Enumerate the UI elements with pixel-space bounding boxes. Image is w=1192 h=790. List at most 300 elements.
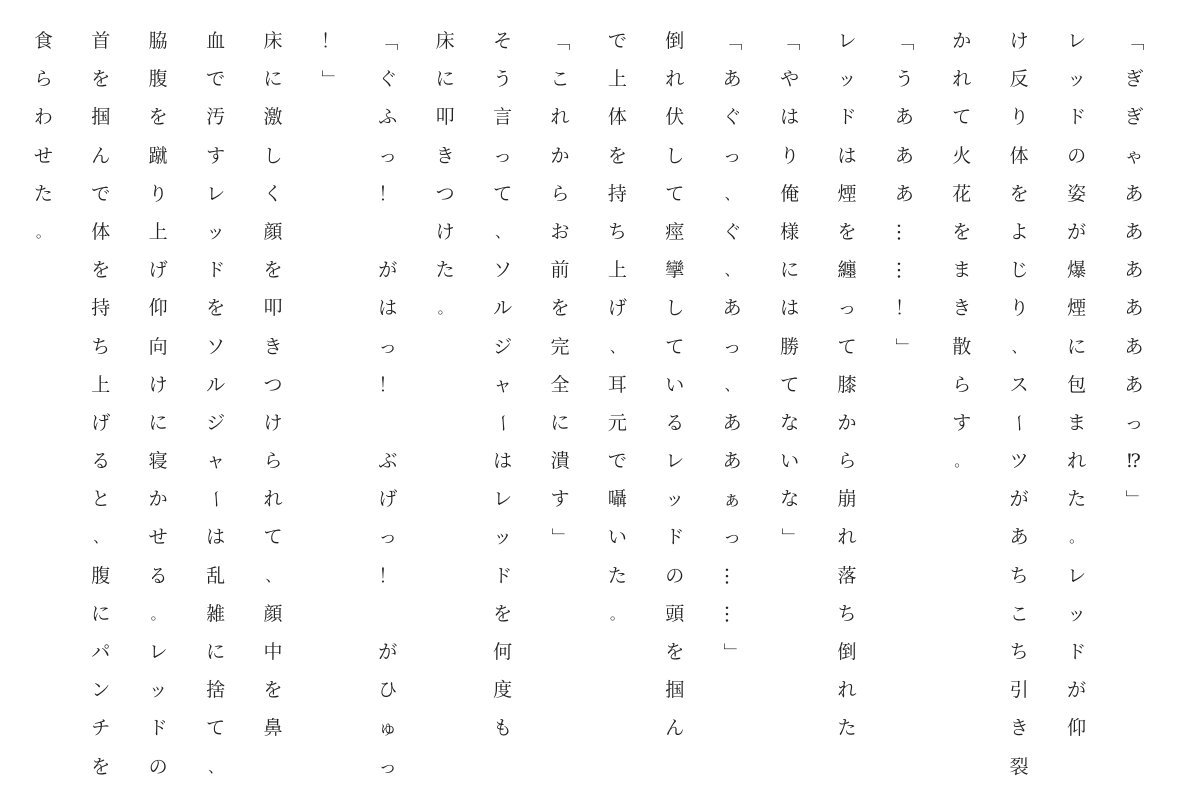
text-char: た (435, 259, 455, 282)
text-char: き (435, 144, 455, 167)
text-char: 顔 (263, 602, 283, 625)
text-char: ッ (1067, 602, 1087, 625)
text-char: か (550, 144, 570, 167)
text-char: 」 (549, 528, 572, 548)
text-char: れ (1067, 450, 1087, 473)
text-char: 、 (495, 222, 511, 241)
text-char: レ (206, 182, 226, 205)
text-char: は (493, 450, 513, 473)
text-char: ぶ (378, 450, 398, 473)
text-char: け (148, 373, 168, 396)
text-column (597, 22, 637, 633)
text-char: ッ (206, 220, 226, 243)
text-char: 倒 (665, 30, 685, 52)
text-column (827, 22, 867, 748)
text-char: ぐ (722, 220, 742, 243)
text-char: あ (1124, 335, 1144, 358)
text-char: に (263, 68, 283, 91)
text-char: た (837, 717, 857, 740)
text-char: 持 (91, 297, 111, 320)
text-char: ド (206, 259, 226, 282)
text-char: ド (837, 106, 857, 129)
text-char: レ (493, 488, 513, 511)
text-column (23, 22, 63, 251)
text-char: ソ (493, 259, 513, 282)
text-char: ⁉ (1126, 450, 1142, 473)
text-char: 、 (1011, 337, 1027, 356)
text-char: 上 (607, 259, 627, 282)
text-char: 。 (35, 222, 51, 241)
text-char: あ (722, 450, 742, 473)
text-char: い (780, 450, 800, 473)
text-char: レ (1067, 30, 1087, 52)
text-char: 。 (1069, 528, 1085, 547)
text-char: 、 (724, 184, 740, 203)
text-char: 囁 (607, 488, 627, 511)
text-char: 寝 (148, 450, 168, 473)
text-char: を (952, 220, 972, 243)
text-char: が (378, 641, 398, 663)
text-char: … (893, 222, 916, 242)
text-char: る (665, 411, 685, 434)
text-char: っ (722, 144, 742, 167)
text-char: 何 (493, 641, 513, 663)
text-char: 体 (91, 220, 111, 243)
text-char: レ (665, 450, 685, 473)
text-char: 体 (1009, 144, 1029, 167)
text-char: 上 (148, 220, 168, 243)
text-column (884, 22, 924, 366)
text-char: は (780, 106, 800, 129)
text-char: 、 (724, 261, 740, 280)
text-char: 」 (1123, 489, 1146, 509)
text-char: っ (1124, 411, 1144, 434)
text-char: 元 (607, 411, 627, 434)
text-char: 腹 (91, 564, 111, 587)
text-char: て (493, 182, 513, 205)
text-char: い (665, 373, 685, 396)
text-char: ル (206, 373, 226, 396)
text-column (540, 22, 580, 557)
text-char: っ (722, 526, 742, 549)
text-char: て (665, 335, 685, 358)
text-char: 「 (721, 31, 744, 51)
text-char: あ (1124, 373, 1144, 396)
text-char: か (952, 30, 972, 52)
text-char: を (91, 259, 111, 282)
text-char: た (33, 182, 53, 205)
text-char: レ (837, 30, 857, 52)
text-char: じ (1009, 259, 1029, 282)
text-char: を (837, 220, 857, 243)
text-char: ー (204, 489, 227, 509)
text-char: 掴 (91, 106, 111, 129)
text-char: あ (894, 106, 914, 129)
text-char: 倒 (837, 641, 857, 663)
text-char: ジ (206, 411, 226, 434)
text-char: ッ (493, 526, 513, 549)
text-char: 」 (893, 337, 916, 357)
text-char: せ (148, 526, 168, 549)
text-char: き (263, 335, 283, 358)
text-char: っ (837, 297, 857, 320)
text-char: 耳 (607, 373, 627, 396)
text-char: 前 (550, 259, 570, 282)
text-char: に (1067, 335, 1087, 358)
text-char: が (378, 259, 398, 282)
text-char: ぐ (722, 106, 742, 129)
text-char: あ (1124, 297, 1144, 320)
text-char: 「 (778, 31, 801, 51)
text-char: 散 (952, 335, 972, 358)
text-column (368, 22, 408, 786)
text-char: 花 (952, 182, 972, 205)
text-char: の (148, 755, 168, 778)
text-char: ら (952, 373, 972, 396)
text-char: ま (1067, 411, 1087, 434)
text-char: ル (493, 297, 513, 320)
text-char: に (91, 602, 111, 625)
text-column (196, 22, 236, 786)
text-char: ッ (665, 488, 685, 511)
text-char: ド (148, 717, 168, 740)
text-char: 首 (91, 30, 111, 52)
text-char: 雑 (206, 602, 226, 625)
text-char: ひ (378, 679, 398, 702)
text-char: 「 (549, 31, 572, 51)
text-char: 汚 (206, 106, 226, 129)
text-char: れ (837, 679, 857, 702)
text-char: 落 (837, 564, 857, 587)
text-char: ぐ (378, 68, 398, 91)
text-char: い (607, 526, 627, 549)
text-char: 頭 (665, 602, 685, 625)
text-char: ！ (320, 30, 340, 52)
text-char: あ (1124, 220, 1144, 243)
text-char: す (952, 411, 972, 434)
text-char: ぁ (722, 488, 742, 511)
text-char: 腹 (148, 68, 168, 91)
text-char: 蹴 (148, 144, 168, 167)
text-char: ス (1009, 373, 1029, 396)
text-char: て (837, 335, 857, 358)
text-char: り (148, 182, 168, 205)
text-char: 持 (607, 182, 627, 205)
text-char: 。 (609, 604, 625, 623)
text-char: で (607, 30, 627, 52)
text-char: ！ (894, 297, 914, 320)
text-char: つ (435, 182, 455, 205)
text-char: チ (91, 717, 111, 740)
text-char: 反 (1009, 68, 1029, 91)
text-char: っ (378, 755, 398, 778)
text-char: け (435, 220, 455, 243)
text-char: あ (722, 297, 742, 320)
text-char: ー (1008, 413, 1031, 433)
text-column (1057, 22, 1097, 748)
text-column (81, 22, 121, 786)
text-char: 姿 (1067, 182, 1087, 205)
text-char (368, 404, 408, 442)
text-char: に (148, 411, 168, 434)
text-char: そ (493, 30, 513, 52)
text-char: ち (1009, 641, 1029, 663)
text-char: ド (665, 526, 685, 549)
text-char: か (148, 488, 168, 511)
text-column (425, 22, 465, 328)
text-char: 伏 (665, 106, 685, 129)
text-char: し (263, 144, 283, 167)
text-char: あ (1124, 182, 1144, 205)
text-char: ！ (378, 182, 398, 205)
text-char: 言 (493, 106, 513, 129)
text-char: ジ (493, 335, 513, 358)
text-char: の (1067, 144, 1087, 167)
text-char: っ (378, 526, 398, 549)
text-char: … (721, 604, 744, 624)
text-char: ん (665, 717, 685, 740)
text-char: … (721, 566, 744, 586)
text-char: 爆 (1067, 259, 1087, 282)
text-char: 捨 (206, 679, 226, 702)
text-char: っ (722, 335, 742, 358)
text-char: ド (1067, 106, 1087, 129)
text-char: 完 (550, 335, 570, 358)
text-char: は (780, 297, 800, 320)
text-char: ち (91, 335, 111, 358)
text-char: 崩 (837, 488, 857, 511)
text-char: が (1067, 679, 1087, 702)
text-column (655, 22, 695, 748)
text-char: に (550, 411, 570, 434)
text-char: 、 (93, 528, 109, 547)
text-char: け (263, 411, 283, 434)
text-char: 食 (33, 30, 53, 52)
text-char: げ (378, 488, 398, 511)
text-char: 勝 (780, 335, 800, 358)
text-char: た (607, 564, 627, 587)
text-char: て (263, 526, 283, 549)
text-char: 煙 (1067, 297, 1087, 320)
text-char: は (378, 297, 398, 320)
text-column (483, 22, 523, 748)
text-char: き (952, 297, 972, 320)
text-char: げ (148, 259, 168, 282)
text-char: は (206, 526, 226, 549)
text-char: っ (493, 144, 513, 167)
text-char: す (206, 144, 226, 167)
text-column (712, 22, 752, 671)
text-char: 」 (778, 528, 801, 548)
text-char: ち (837, 602, 857, 625)
text-char: パ (91, 641, 111, 663)
text-char: は (837, 144, 857, 167)
text-char: あ (722, 68, 742, 91)
text-char: 全 (550, 373, 570, 396)
text-char: に (206, 641, 226, 663)
text-char: て (952, 106, 972, 129)
text-column (942, 22, 982, 480)
text-char: ！ (378, 373, 398, 396)
text-char: き (1009, 717, 1029, 740)
text-char: れ (550, 106, 570, 129)
text-char: つ (263, 373, 283, 396)
text-char: な (780, 411, 800, 434)
text-char: て (780, 373, 800, 396)
text-char: く (263, 182, 283, 205)
text-char: 叩 (263, 297, 283, 320)
text-char: 」 (721, 642, 744, 662)
text-char: や (780, 68, 800, 91)
text-char: ら (837, 450, 857, 473)
text-char: 潰 (550, 450, 570, 473)
text-char: ち (1009, 564, 1029, 587)
text-char: 火 (952, 144, 972, 167)
text-char: せ (33, 144, 53, 167)
text-char: ツ (1009, 450, 1029, 473)
text-char: ん (91, 144, 111, 167)
text-char: あ (722, 411, 742, 434)
text-char: 、 (208, 757, 224, 776)
text-char: う (894, 68, 914, 91)
text-char: 上 (91, 373, 111, 396)
text-char: ソ (206, 335, 226, 358)
text-char: を (91, 68, 111, 91)
text-char: あ (1124, 259, 1144, 282)
text-char: 膝 (837, 373, 857, 396)
text-char: … (893, 260, 916, 280)
text-char: 纏 (837, 259, 857, 282)
text-char: に (780, 259, 800, 282)
text-char: ら (33, 68, 53, 91)
text-char: か (837, 411, 857, 434)
text-char: が (1009, 488, 1029, 511)
text-char: 包 (1067, 373, 1087, 396)
text-char: レ (148, 641, 168, 663)
text-char: 、 (609, 337, 625, 356)
text-char: た (1067, 488, 1087, 511)
text-char: 煙 (837, 182, 857, 205)
text-char: ら (263, 450, 283, 473)
text-char: れ (837, 526, 857, 549)
text-char: 様 (780, 220, 800, 243)
text-char: よ (1009, 220, 1029, 243)
text-char: し (665, 297, 685, 320)
text-char: う (493, 68, 513, 91)
text-char: 」 (319, 69, 342, 89)
text-column (999, 22, 1039, 786)
text-char: っ (378, 144, 398, 167)
text-char: れ (263, 488, 283, 511)
text-column (1114, 22, 1154, 518)
text-char: ン (91, 679, 111, 702)
text-char: ゅ (378, 717, 398, 740)
text-char: こ (1009, 602, 1029, 625)
text-char: あ (894, 144, 914, 167)
text-column (138, 22, 178, 786)
text-char: 仰 (148, 297, 168, 320)
text-char: こ (550, 68, 570, 91)
text-char: る (91, 450, 111, 473)
text-char: 向 (148, 335, 168, 358)
text-char: 脇 (148, 30, 168, 52)
text-char: り (1009, 297, 1029, 320)
text-char: 激 (263, 106, 283, 129)
text-char: で (206, 68, 226, 91)
text-char: る (148, 564, 168, 587)
text-char: ぎ (1124, 106, 1144, 129)
text-char: っ (378, 335, 398, 358)
text-char: を (607, 144, 627, 167)
text-char: げ (607, 297, 627, 320)
text-char: ゃ (1124, 144, 1144, 167)
text-char: り (780, 144, 800, 167)
text-char: を (206, 297, 226, 320)
text-char: が (1067, 220, 1087, 243)
text-char: 「 (1123, 31, 1146, 51)
text-char: 引 (1009, 679, 1029, 702)
text-char: ャ (206, 450, 226, 473)
text-char (368, 595, 408, 633)
text-char: 俺 (780, 182, 800, 205)
text-char: わ (33, 106, 53, 129)
text-char: 、 (265, 566, 281, 585)
text-char: ー (491, 413, 514, 433)
text-char: 仰 (1067, 717, 1087, 740)
text-char: 裂 (1009, 755, 1029, 778)
text-char: げ (91, 411, 111, 434)
text-column (310, 22, 350, 98)
text-char: 鼻 (263, 717, 283, 740)
text-char: 。 (437, 299, 453, 318)
text-char: を (1009, 182, 1029, 205)
text-char: で (91, 182, 111, 205)
text-char: 掴 (665, 679, 685, 702)
text-char: ャ (493, 373, 513, 396)
text-char: 。 (954, 452, 970, 471)
text-char: な (780, 488, 800, 511)
text-char: ち (607, 220, 627, 243)
text-char: を (148, 106, 168, 129)
text-char: 叩 (435, 106, 455, 129)
text-char: あ (1009, 526, 1029, 549)
text-char: ！ (378, 564, 398, 587)
text-char: て (206, 717, 226, 740)
text-char: ッ (148, 679, 168, 702)
text-char: ッ (1067, 68, 1087, 91)
text-char: 痙 (665, 220, 685, 243)
text-char: 血 (206, 30, 226, 52)
text-char: を (263, 679, 283, 702)
text-char: を (550, 297, 570, 320)
text-char: 床 (263, 30, 283, 52)
text-char: て (665, 182, 685, 205)
text-char: ッ (837, 68, 857, 91)
text-char: 「 (376, 31, 399, 51)
text-char: れ (665, 68, 685, 91)
text-char (368, 213, 408, 251)
text-char: れ (952, 68, 972, 91)
text-char: 攣 (665, 259, 685, 282)
text-char: も (493, 717, 513, 740)
text-column (253, 22, 293, 748)
text-char: し (665, 144, 685, 167)
text-char: 度 (493, 679, 513, 702)
text-char: け (1009, 30, 1029, 52)
text-char: 顔 (263, 220, 283, 243)
text-char: 体 (607, 106, 627, 129)
text-char: 、 (724, 375, 740, 394)
